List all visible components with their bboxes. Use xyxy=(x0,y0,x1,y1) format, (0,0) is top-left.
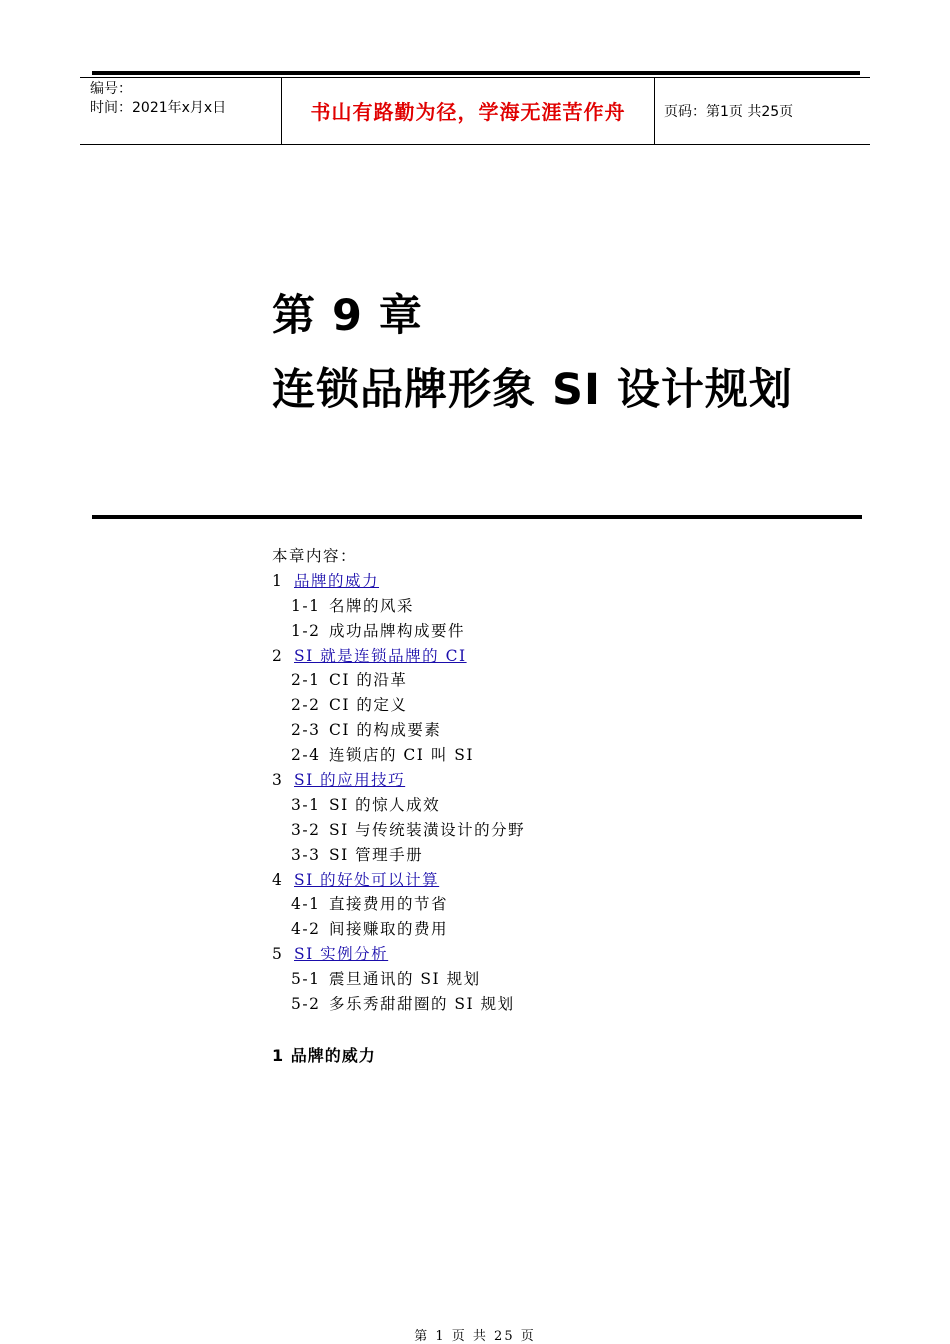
toc-subsection-label: 震旦通讯的 SI 规划 xyxy=(329,970,481,989)
toc-subsection-label: 直接费用的节省 xyxy=(329,895,449,914)
toc-subsection xyxy=(272,917,832,942)
toc-link-si-benefits[interactable]: SI 的好处可以计算 xyxy=(294,870,440,889)
toc-subsection xyxy=(272,668,832,693)
toc-subsection xyxy=(272,892,832,917)
toc-subsection-label: 间接赚取的费用 xyxy=(329,920,449,939)
toc-subsection-number: 1-1 xyxy=(291,596,321,615)
toc-section xyxy=(272,868,832,893)
toc-subsection-number: 1-2 xyxy=(291,621,321,640)
toc-link-si-case-studies[interactable]: SI 实例分析 xyxy=(294,945,389,964)
toc-section xyxy=(272,942,832,967)
chapter-contents xyxy=(272,544,832,1017)
toc-subsection-number: 3-2 xyxy=(291,820,321,839)
header-table-bottom-border xyxy=(80,144,870,145)
toc-section-number: 2 xyxy=(272,646,284,665)
toc-subsection xyxy=(272,843,832,868)
toc-subsection xyxy=(272,992,832,1017)
toc-subsection xyxy=(272,693,832,718)
toc-section-number: 4 xyxy=(272,870,284,889)
toc-subsection-label: CI 的构成要素 xyxy=(329,721,442,740)
page-footer: 第 1 页 共 25 页 xyxy=(414,1329,536,1344)
title-rule xyxy=(92,515,862,519)
toc-subsection-number: 3-3 xyxy=(291,845,321,864)
chapter-title: 连锁品牌形象 SI 设计规划 xyxy=(272,365,793,415)
header-top-rule xyxy=(92,71,860,75)
toc-subsection-number: 3-1 xyxy=(291,795,321,814)
chapter-number: 第 9 章 xyxy=(272,291,423,341)
toc-subsection-label: 成功品牌构成要件 xyxy=(329,621,466,640)
toc-section-number: 3 xyxy=(272,771,284,790)
toc-subsection-number: 4-2 xyxy=(291,920,321,939)
toc-subsection-label: SI 的惊人成效 xyxy=(329,795,441,814)
toc-subsection-label: 多乐秀甜甜圈的 SI 规划 xyxy=(329,995,515,1014)
toc-subsection xyxy=(272,718,832,743)
toc-subsection-label: 名牌的风采 xyxy=(329,596,415,615)
toc-subsection-number: 5-1 xyxy=(291,970,321,989)
page-info: 页码：第1页 共25页 xyxy=(664,103,794,120)
header-divider-right xyxy=(654,77,655,144)
toc-section xyxy=(272,569,832,594)
toc-link-si-is-ci[interactable]: SI 就是连锁品牌的 CI xyxy=(294,646,467,665)
toc-link-brand-power[interactable]: 品牌的威力 xyxy=(294,571,380,590)
toc-subsection xyxy=(272,818,832,843)
toc-subsection xyxy=(272,594,832,619)
toc-subsection-number: 2-4 xyxy=(291,746,321,765)
toc-section xyxy=(272,644,832,669)
time-label: 时间：2021年x月x日 xyxy=(90,100,227,116)
toc-subsection-number: 2-3 xyxy=(291,721,321,740)
toc-subsection-number: 2-2 xyxy=(291,696,321,715)
motto-text: 书山有路勤为径，学海无涯苦作舟 xyxy=(310,100,626,124)
toc-subsection-label: CI 的沿革 xyxy=(329,671,408,690)
toc-link-si-techniques[interactable]: SI 的应用技巧 xyxy=(294,771,406,790)
toc-subsection-number: 5-2 xyxy=(291,995,321,1014)
toc-section-number: 5 xyxy=(272,945,284,964)
toc-section-number: 1 xyxy=(272,571,284,590)
serial-number-label: 编号： xyxy=(90,81,132,97)
toc-section xyxy=(272,768,832,793)
toc-subsection xyxy=(272,743,832,768)
toc-subsection-label: SI 与传统装潢设计的分野 xyxy=(329,820,526,839)
toc-subsection xyxy=(272,967,832,992)
toc-subsection-label: SI 管理手册 xyxy=(329,845,424,864)
toc-subsection xyxy=(272,619,832,644)
toc-subsection xyxy=(272,793,832,818)
toc-subsection-number: 4-1 xyxy=(291,895,321,914)
contents-heading: 本章内容： xyxy=(272,547,358,565)
toc-subsection-number: 2-1 xyxy=(291,671,321,690)
toc-subsection-label: 连锁店的 CI 叫 SI xyxy=(329,746,475,765)
toc-subsection-label: CI 的定义 xyxy=(329,696,408,715)
section-heading: 1 品牌的威力 xyxy=(272,1046,376,1065)
